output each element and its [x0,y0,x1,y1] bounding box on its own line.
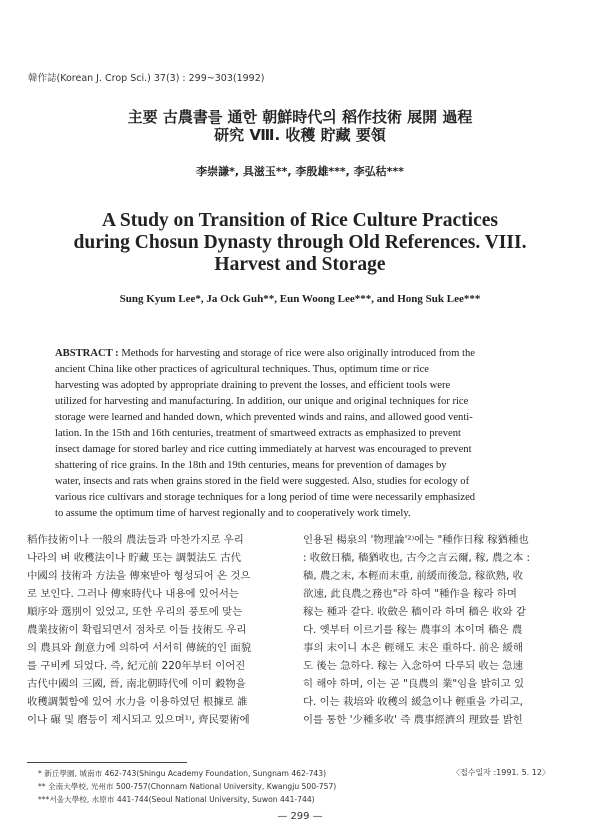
body-text-line: 이를 통한 '少種多收' 즉 農事經濟의 理致를 밝힌 [303,714,523,726]
abstract-first-line: Methods for harvesting and storage of rice were also originally introduced from the [118,348,475,359]
body-text-line: 로 보인다. 그러나 傳來時代나 내용에 있어서는 [27,588,239,600]
received-date: 〈접수일자 :1991. 5. 12〉 [452,768,550,777]
body-text-line: 稼는 種과 같다. 收斂은 穡이라 하며 穡은 收와 같 [303,606,526,618]
body-text-line: 이나 碾 및 磨등이 제시되고 있으며¹⁾, 齊民要術에 [27,714,250,726]
body-text-line: 를 구비케 되었다. 즉, 紀元前 220年부터 이어진 [27,660,246,672]
korean-title-line-2: 研究 Ⅷ. 收穫 貯藏 要領 [214,126,386,144]
footnote-affiliation-3: ***서울大學校, 水原市 441-744(Seoul National University, Suwon 441-744) [38,795,315,804]
body-text-line: 나라의 벼 收穫法이나 貯藏 또는 調製法도 古代 [27,552,242,564]
body-text-line: 事의 末이니 本은 輕해도 末은 重하다. 前은 緩해 [303,642,523,654]
body-text-line: 收穫調製함에 있어 水力을 이용하였던 根據로 誰 [27,696,248,708]
abstract-line: harvesting was adopted by appropriate draining to prevent the losses, and efficient tools were [55,380,451,391]
english-authors: Sung Kyum Lee*, Ja Ock Guh**, Eun Woong Lee***, and Hong Suk Lee*** [119,293,481,305]
footnote-affiliation-1: * 新丘學園, 城南市 462-743(Shingu Academy Foundation, Sungnam 462-743) [38,769,327,778]
english-title-line-2: during Chosun Dynasty through Old References. VIII. [73,232,527,253]
abstract-line: water, insects and rats when grains stored in the field were suggested. Also, studies for ecology of [55,476,470,487]
abstract-line: utilized for harvesting and manufacturing. In addition, our unique and original techniques for rice [55,396,469,407]
abstract-line: lation. In the 15th and 16th centuries, treatment of smartweed extracts as emphasized to prevent [55,428,461,439]
body-text-line: 稻作技術이나 一般의 農法들과 마찬가지로 우리 [27,534,244,546]
body-text-line: 다. 이는 栽培와 收穫의 緩急이나 輕重을 가리고, [303,696,523,708]
body-text-line: 農業技術이 확립되면서 점차로 이들 技術도 우리 [27,624,247,636]
body-text-line: 穡, 農之末, 本輕而末重, 前緩而後急, 稼欲熟, 收 [303,570,524,582]
english-title-line-1: A Study on Transition of Rice Culture Practices [102,210,498,231]
english-title-line-3: Harvest and Storage [214,254,386,275]
body-text-line: 中國의 技術과 方法을 傳來받아 형성되어 온 것으 [27,570,251,582]
page-number: — 299 — [277,811,323,822]
body-text-line: 인용된 楊泉의 '物理論'²⁾에는 "種作日稼 稼猶種也 [303,534,529,546]
body-text-line: 히 해야 하며, 이는 곧 "良農의 業"임을 밝히고 있 [303,678,525,690]
body-text-line: : 收斂日穡, 穡猶收也, 古今之言云爾, 稼, 農之本 : [303,552,531,564]
korean-title-line-1: 主要 古農書를 通한 朝鮮時代의 稻作技術 展開 過程 [127,108,473,126]
abstract-line: insect damage for stored barley and rice cutting immediately at harvest was encouraged to prevent [55,444,472,455]
abstract-line: various rice cultivars and storage techniques for a long period of time were necessarily emphasized [55,492,476,503]
body-text-line: 도 後는 急하다. 稼는 入念하여 다루되 收는 急速 [303,660,523,672]
body-text-line: 다. 옛부터 이르기를 稼는 農事의 本이며 穡은 農 [303,624,523,636]
body-text-line: 의 農具와 創意力에 의하여 서서히 傳統的인 面貌 [27,642,252,654]
abstract-line: to assume the optimum time of harvest regionally and to cooperatively work timely. [55,508,411,519]
abstract-line: storage were learned and handed down, which prevented winds and rains, and allowed good venti- [55,412,473,423]
body-text-line: 順序와 選別이 있었고, 또한 우리의 풍토에 맞는 [27,606,243,618]
footnote-divider [27,762,187,763]
journal-citation: 韓作誌(Korean J. Crop Sci.) 37(3) : 299~303(1992) [28,73,265,84]
body-text-line: 欲速, 此良農之務也"라 하여 "種作을 稼라 하며 [303,588,517,600]
abstract-line [55,346,475,362]
abstract-line: shattering of rice grains. In the 18th and 19th centuries, means for prevention of damages by [55,460,447,471]
abstract-line: ancient China like other practices of agricultural techniques. Thus, optimum time or rice [55,364,429,375]
korean-authors: 李崇謙*, 具滋玉**, 李殷雄***, 李弘秙*** [196,165,404,178]
footnote-affiliation-2: ** 全南大學校, 光州市 500-757(Chonnam National University, Kwangju 500-757) [38,782,337,791]
abstract-label: ABSTRACT : [55,348,119,359]
body-text-line: 古代中國의 三國, 晉, 南北朝時代에 이미 穀物을 [27,678,246,690]
